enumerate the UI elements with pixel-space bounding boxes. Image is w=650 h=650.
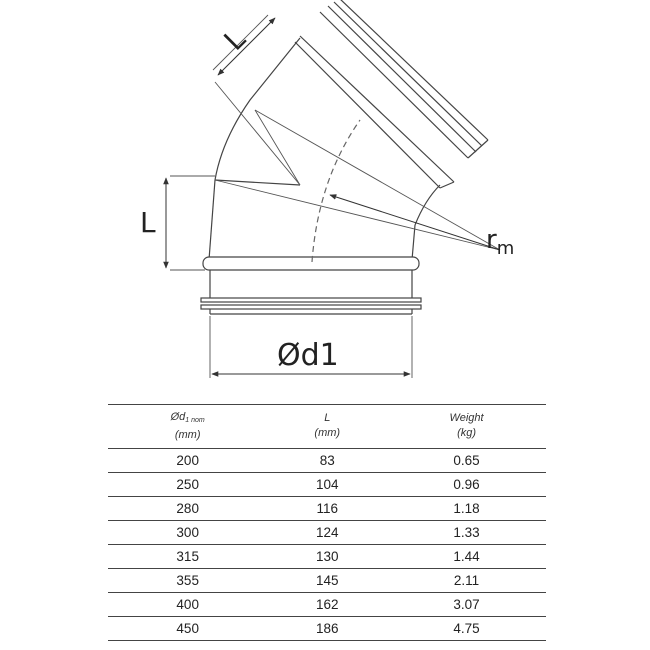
cell-diameter: 355 xyxy=(108,569,267,593)
dim-rm-label: $r_m$ xyxy=(486,225,515,259)
table-row xyxy=(108,497,546,521)
cell-weight: 1.44 xyxy=(387,545,546,569)
table-row xyxy=(108,569,546,593)
cell-diameter: 280 xyxy=(108,497,267,521)
cell-length: 124 xyxy=(267,521,387,545)
cell-weight: 4.75 xyxy=(387,617,546,641)
cell-weight: 3.07 xyxy=(387,593,546,617)
dim-L-left-label: L xyxy=(140,206,156,239)
cell-length: 104 xyxy=(267,473,387,497)
cell-weight: 1.33 xyxy=(387,521,546,545)
table-row xyxy=(108,521,546,545)
header-length: L (mm) xyxy=(267,405,387,449)
cell-length: 83 xyxy=(267,449,387,473)
table-row xyxy=(108,473,546,497)
cell-length: 162 xyxy=(267,593,387,617)
cell-weight: 0.96 xyxy=(387,473,546,497)
cell-weight: 2.11 xyxy=(387,569,546,593)
table-header-row xyxy=(108,405,546,449)
table-row xyxy=(108,617,546,641)
cell-length: 116 xyxy=(267,497,387,521)
table-row xyxy=(108,449,546,473)
cell-diameter: 315 xyxy=(108,545,267,569)
cell-length: 130 xyxy=(267,545,387,569)
table-row xyxy=(108,545,546,569)
cell-weight: 1.18 xyxy=(387,497,546,521)
header-diameter: $Ød_{1 nom}$ (mm) xyxy=(108,405,267,449)
cell-diameter: 250 xyxy=(108,473,267,497)
cell-diameter: 450 xyxy=(108,617,267,641)
cell-diameter: 200 xyxy=(108,449,267,473)
pipe-bottom xyxy=(201,180,421,314)
dim-L-top-label: L xyxy=(217,22,252,57)
cell-length: 186 xyxy=(267,617,387,641)
header-weight: Weight (kg) xyxy=(387,405,546,449)
cell-weight: 0.65 xyxy=(387,449,546,473)
spec-table xyxy=(108,404,546,641)
dim-d1-label: Ød1 xyxy=(277,338,339,373)
cell-diameter: 300 xyxy=(108,521,267,545)
dimension-arrows xyxy=(166,18,500,374)
cell-diameter: 400 xyxy=(108,593,267,617)
table-row xyxy=(108,593,546,617)
cell-length: 145 xyxy=(267,569,387,593)
